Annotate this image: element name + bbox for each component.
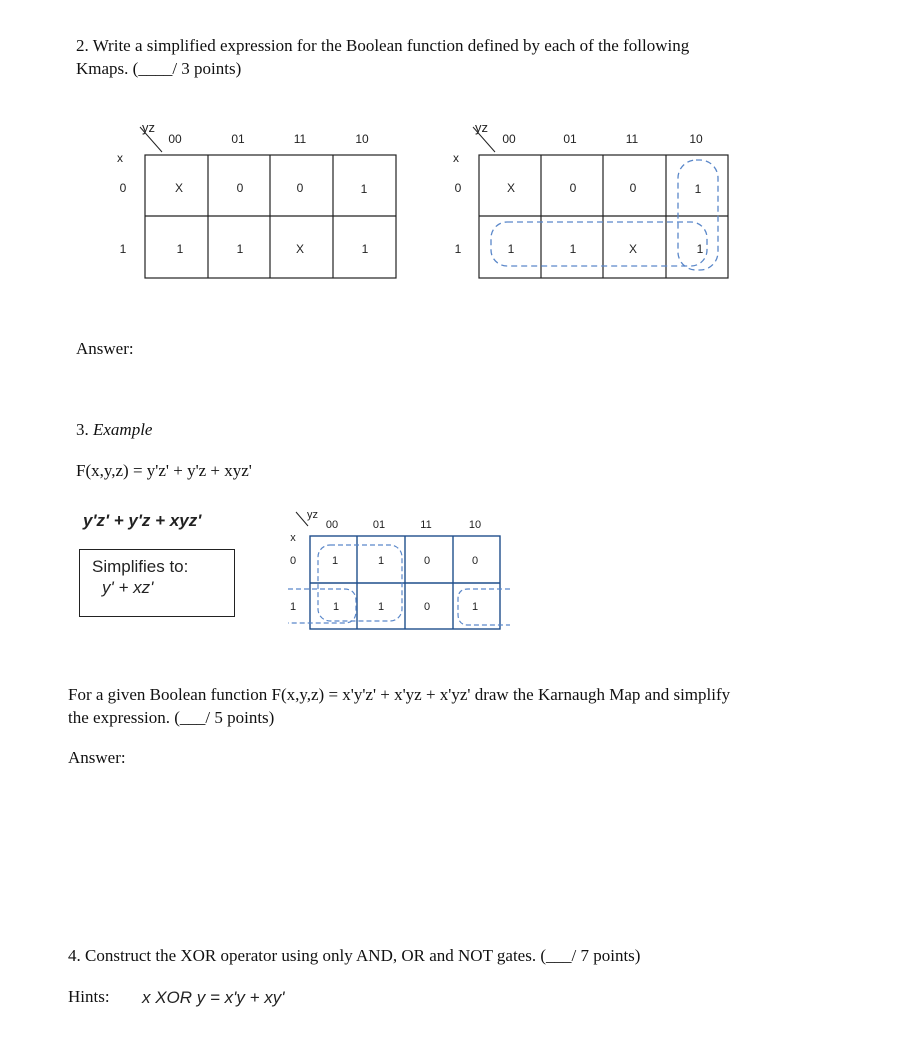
kmap-2-grid bbox=[479, 155, 728, 278]
kmap-3-yz-label: yz bbox=[307, 509, 318, 521]
kmap-3-x-label: x bbox=[290, 532, 296, 544]
kmap-1-col-00: 00 bbox=[168, 132, 182, 146]
kmap-1-cell-0-11: 0 bbox=[296, 181, 304, 195]
kmap-1-cell-0-00: X bbox=[174, 181, 184, 195]
q3-expression: y'z' + y'z + xyz' bbox=[83, 511, 202, 530]
kmap-2-col-11: 11 bbox=[625, 132, 639, 146]
kmap-3-col-11: 11 bbox=[420, 519, 432, 531]
q4-hints-label: Hints: bbox=[68, 987, 110, 1006]
simplifies-box bbox=[79, 549, 235, 617]
kmap-3-cell-1-01: 1 bbox=[377, 601, 385, 613]
kmap-2-cell-0-00: X bbox=[506, 181, 516, 195]
kmap-2-groupings bbox=[491, 160, 718, 270]
kmap-2-cell-1-00: 1 bbox=[507, 242, 515, 256]
kmap-2-cell-0-10: 1 bbox=[694, 182, 702, 196]
q4-hint-expression: x XOR y = x'y + xy' bbox=[142, 988, 285, 1007]
kmap-2-yz-label: yz bbox=[475, 120, 488, 135]
kmap-2-group-row1 bbox=[491, 222, 707, 266]
kmap-2-col-10: 10 bbox=[689, 132, 703, 146]
kmap-3-cell-0-00: 1 bbox=[331, 555, 339, 567]
q2-line2: Kmaps. (____/ 3 points) bbox=[76, 59, 242, 78]
kmap-3-cell-1-11: 0 bbox=[423, 601, 431, 613]
q3-heading-word: Example bbox=[93, 420, 153, 439]
kmap-3-cell-0-10: 0 bbox=[471, 555, 479, 567]
kmap-1-cell-0-10: 1 bbox=[360, 182, 368, 196]
kmap-1-col-01: 01 bbox=[231, 132, 245, 146]
simplified-expression: y' + xz' bbox=[102, 578, 154, 597]
kmap-1-cell-1-10: 1 bbox=[361, 242, 369, 256]
kmap-1-col-10: 10 bbox=[355, 132, 369, 146]
kmap-3-cell-0-11: 0 bbox=[423, 555, 431, 567]
kmap-2-cell-1-01: 1 bbox=[569, 242, 577, 256]
kmap-2-col-00: 00 bbox=[502, 132, 516, 146]
kmap-2-row-0: 0 bbox=[454, 181, 462, 195]
q4-text: 4. Construct the XOR operator using only AND, OR and NOT gates. (___/ 7 points) bbox=[68, 946, 641, 965]
q2-line1: 2. Write a simplified expression for the Boolean function defined by each of the following bbox=[76, 36, 690, 55]
kmap-3-col-10: 10 bbox=[468, 519, 482, 531]
kmap-1 bbox=[100, 112, 410, 287]
q3-heading bbox=[76, 418, 152, 441]
kmap-2 bbox=[433, 112, 743, 287]
kmap-2-x-label: x bbox=[453, 151, 459, 165]
kmap-3 bbox=[270, 500, 520, 640]
kmap-1-col-11: 11 bbox=[293, 132, 307, 146]
kmap-2-cell-1-11: X bbox=[628, 242, 638, 256]
kmap-2-col-01: 01 bbox=[563, 132, 577, 146]
kmap-1-cell-1-01: 1 bbox=[236, 242, 244, 256]
kmap-3-col-00: 00 bbox=[325, 519, 339, 531]
kmap-1-cell-0-01: 0 bbox=[236, 181, 244, 195]
kmap-3-cell-0-01: 1 bbox=[377, 555, 385, 567]
kmap-1-cell-1-11: X bbox=[295, 242, 305, 256]
kmap-3-grid bbox=[310, 536, 500, 629]
kmap-3-col-01: 01 bbox=[372, 519, 386, 531]
kmap-1-yz-label: yz bbox=[142, 120, 155, 135]
kmap-1-cell-1-00: 1 bbox=[176, 242, 184, 256]
kmap-3-group-wrap-right bbox=[458, 589, 510, 625]
kmap-1-x-label: x bbox=[117, 151, 123, 165]
q3-function: F(x,y,z) = y'z' + y'z + xyz' bbox=[76, 461, 252, 480]
kmap-1-row-0: 0 bbox=[119, 181, 127, 195]
kmap-2-cell-1-10: 1 bbox=[696, 242, 704, 256]
kmap-2-cell-0-01: 0 bbox=[569, 181, 577, 195]
kmap-1-row-1: 1 bbox=[119, 242, 127, 256]
task-line2: the expression. (___/ 5 points) bbox=[68, 708, 275, 727]
kmap-1-grid bbox=[145, 155, 396, 278]
task-answer-label: Answer: bbox=[68, 748, 126, 767]
q3-heading-num: 3. bbox=[76, 420, 89, 439]
task-line1: For a given Boolean function F(x,y,z) = x'y'z' + x'yz + x'yz' draw the Karnaugh Map and simplify bbox=[68, 685, 731, 704]
simplifies-label: Simplifies to: bbox=[92, 557, 189, 576]
kmap-2-row-1: 1 bbox=[454, 242, 462, 256]
kmap-3-cell-1-10: 1 bbox=[471, 601, 479, 613]
kmap-3-row-1: 1 bbox=[289, 601, 297, 613]
kmap-3-cell-1-00: 1 bbox=[332, 601, 340, 613]
kmap-3-row-0: 0 bbox=[289, 555, 297, 567]
kmap-2-cell-0-11: 0 bbox=[629, 181, 637, 195]
q2-answer-label: Answer: bbox=[76, 339, 134, 358]
